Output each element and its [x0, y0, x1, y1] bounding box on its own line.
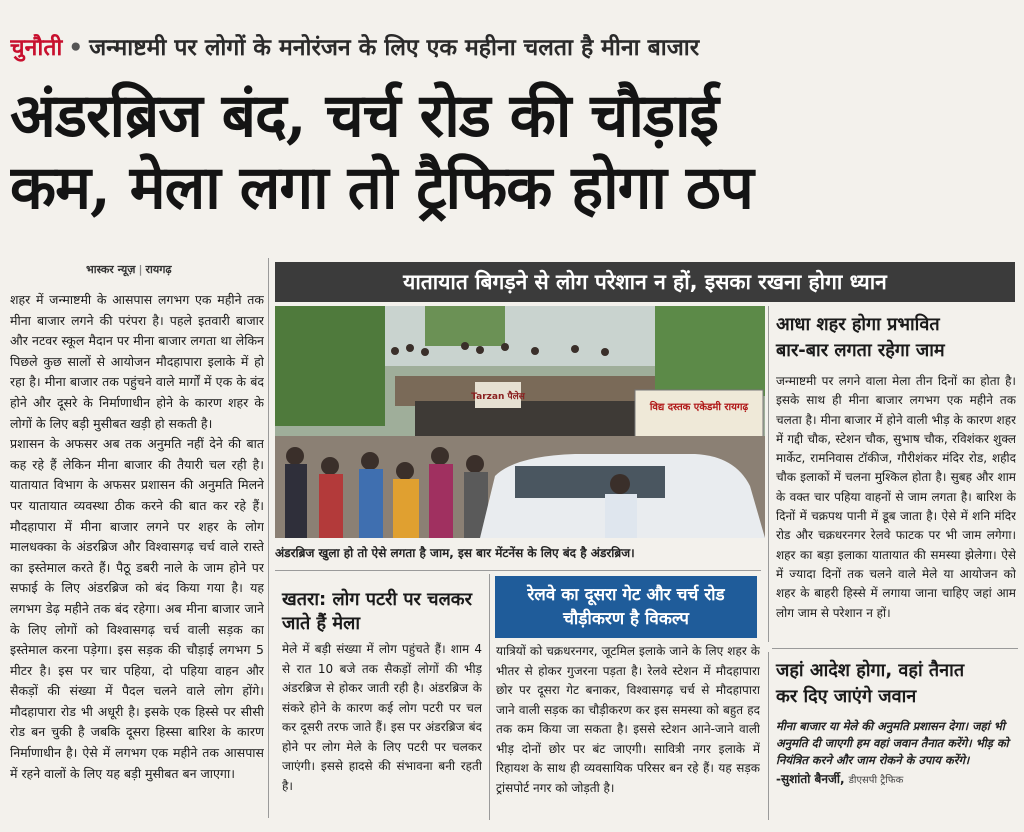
quote-attribution	[776, 771, 1016, 789]
quote-text: मीना बाजार या मेले की अनुमति प्रशासन देगा। जहां भी अनुमति दी जाएगी हम वहां जवान तैनात करेंगे। भीड़ को नियंत्रित करने और जाम रोकने के उपाय करेंगे।	[776, 719, 1009, 767]
main-article-column	[10, 290, 264, 810]
main-article-paragraph-1: शहर में जन्माष्टमी के आसपास लगभग एक महीने तक मीना बाजार लगने की परंपरा है। पहले इतवारी बाजार और नटवर स्कूल मैदान पर मीना बाजार लगता था लेकिन पिछले कुछ सालों से आयोजन मौदहापारा इलाके में हो रहा है। मीना बाजार तक पहुंचने वाले मार्गों में एक के बंद होने और दूसरे के निर्माणाधीन होने के कारण शहर के लोगों के लिए बड़ी मुसीबत खड़ी हो सकती है।	[10, 292, 264, 431]
danger-article-body: मेले में बड़ी संख्या में लोग पहुंचते हैं। शाम 4 से रात 10 बजे तक सैकड़ों लोगों की भीड़ अंडरब्रिज से होकर जाती रही है। अंडरब्रिज के संकरे होने के कारण कई लोग पटरी पर चल कर दूसरी तरफ जाते हैं। इस पर अंडरब्रिज बंद होने पर लोग मेले के लिए पटरी पर चलकर जाएंगी। इससे हादसे की संभावना बनी रहती है।	[282, 642, 482, 793]
danger-headline: खतरा: लोग पटरी पर चलकर जाते हैं मेला	[282, 589, 472, 634]
headline-line-1: अंडरब्रिज बंद, चर्च रोड की चौड़ाई	[10, 81, 718, 151]
byline	[86, 262, 172, 277]
quote-name: -सुशांतो बैनर्जी,	[776, 772, 845, 786]
option-article-body: यात्रियों को चक्रधरनगर, जूटमिल इलाके जाने के लिए शहर के भीतर से होकर गुजरना पड़ता है। रेलवे स्टेशन में मौदहापारा छोर पर दूसरा गेट बनाकर, विश्वासगढ़ चर्च से मौदहापारा जाने वाली सड़क का चौड़ीकरण कर इस समस्या को बहुत हद तक कम किया जा सकता है। इससे स्टेशन आने-जाने वाली भीड़ दोनों छोर पर बंट जाएगी। सावित्री नगर इलाके में रिहायश के साथ ही व्यवसायिक परिसर बन रहे हैं। यह सड़क ट्रांसपोर्ट नगर को जोड़ती है।	[496, 644, 760, 795]
box-divider	[768, 652, 769, 820]
option-headline-box	[495, 576, 757, 638]
news-photo	[275, 306, 765, 538]
kicker-dot: •	[68, 35, 84, 61]
column-divider	[268, 258, 269, 818]
lower-top-rule	[275, 570, 761, 571]
box-headline-line-2: कर दिए जाएंगे जवान	[776, 686, 917, 707]
box-headline-line-1: जहां आदेश होगा, वहां तैनात	[776, 660, 965, 681]
side-divider	[768, 306, 769, 642]
main-article-paragraph-2: प्रशासन के अफसर अब तक अनुमति नहीं देने की बात कह रहे हैं लेकिन मीना बाजार की तैयारी चल रही है। यातायात विभाग के अफसर प्रशासन की अनुमति मिलने पर यातायात व्यवस्था ठीक करने की बात कर रहे हैं। मौदहापारा में मीना बाजार लगने पर शहर के लोग मालधक्का के अंडरब्रिज और विश्वासगढ़ चर्च वाले रास्ते का इस्तेमाल करते हैं। पैठू डबरी नाले के जाम होने पर सफाई के लिए अंडरब्रिज को बंद किया गया है। यह लगभग डेढ़ महीने तक बंद रहेगा। अब मीना बाजार जाने के लिए लोगों को विश्वासगढ़ चर्च वाली सड़क का इस्तेमाल करना पड़ेगा। इस सड़क की चौड़ाई लगभग 5 मीटर है। इस पर चार पहिया, दो पहिया वाहन और सैकड़ों की संख्या में पैदल चलने वाले लोग होंगे। मौदहापारा रोड भी अधूरी है। इसके एक हिस्से पर सीसी रोड बन चुकी है जबकि दूसरा हिस्सा बारिश के कारण निर्माणाधीन है। ऐसे में लगभग एक महीने तक आसपास में रहने वालों के लिए यह बड़ी मुसीबत बन जाएगा।	[10, 436, 264, 781]
kicker-text: जन्माष्टमी पर लोगों के मनोरंजन के लिए एक महीना चलता है मीना बाजार	[89, 35, 700, 61]
byline-agency: भास्कर न्यूज़	[86, 263, 136, 276]
lower-divider	[489, 574, 490, 820]
dsp-quote	[776, 718, 1016, 789]
side-headline-line-2: बार-बार लगता रहेगा जाम	[776, 340, 945, 361]
photo-caption: अंडरब्रिज खुला हो तो ऐसे लगता है जाम, इस बार मेंटनेंस के लिए बंद है अंडरब्रिज।	[275, 546, 635, 560]
academy-signboard-text: विद्य दस्तक एकेडमी रायगढ़	[649, 402, 749, 413]
kicker-label: चुनौती	[10, 35, 63, 61]
byline-place: रायगढ़	[145, 263, 172, 276]
photo-illustration	[275, 306, 765, 538]
box-top-rule	[772, 648, 1018, 649]
option-headline: रेलवे का दूसरा गेट और चर्च रोड चौड़ीकरण है विकल्प	[527, 585, 725, 629]
sign-tarzan-text: Tarzan पैलेस	[471, 392, 525, 402]
headline-line-2: कम, मेला लगा तो ट्रैफिक होगा ठप	[10, 153, 753, 223]
side-headline	[776, 312, 1016, 364]
box-headline	[776, 658, 1016, 710]
kicker	[10, 30, 1014, 68]
section-banner: यातायात बिगड़ने से लोग परेशान न हों, इसका रखना होगा ध्यान	[275, 262, 1015, 302]
byline-separator: |	[138, 263, 143, 276]
side-article-body: जन्माष्टमी पर लगने वाला मेला तीन दिनों का होता है। इसके साथ ही मीना बाजार लगभग एक महीने तक चलता है। मीना बाजार में होने वाली भीड़ के कारण शहर में गद्दी चौक, स्टेशन चौक, सुभाष चौक, रविशंकर शुक्ल मार्केट, रामनिवास टॉकीज, गौरीशंकर मंदिर रोड, शहीद चौक इलाकों में चलना मुश्किल होता है। सुबह और शाम के वक्त चार पहिया वाहनों से जाम लगता है। बारिश के दिनों में चक्रपथ पानी में डूब जाता है। ऐसे में शनि मंदिर रोड और चक्रधरनगर रेलवे फाटक पर भी जाम लगेगा। शहर का बड़ा इलाका यातायात की समस्या झेलेगा। ऐसे में ज्यादा दिनों तक चलने वाले मेले या आयोजन को शहर के बाहरी हिस्से में लगाया जाना चाहिए जहां आम लोग जाम से परेशान न हों।	[776, 374, 1016, 620]
side-headline-line-1: आधा शहर होगा प्रभावित	[776, 314, 940, 335]
headline	[10, 80, 1014, 224]
quote-designation: डीएसपी ट्रैफिक	[848, 775, 904, 786]
